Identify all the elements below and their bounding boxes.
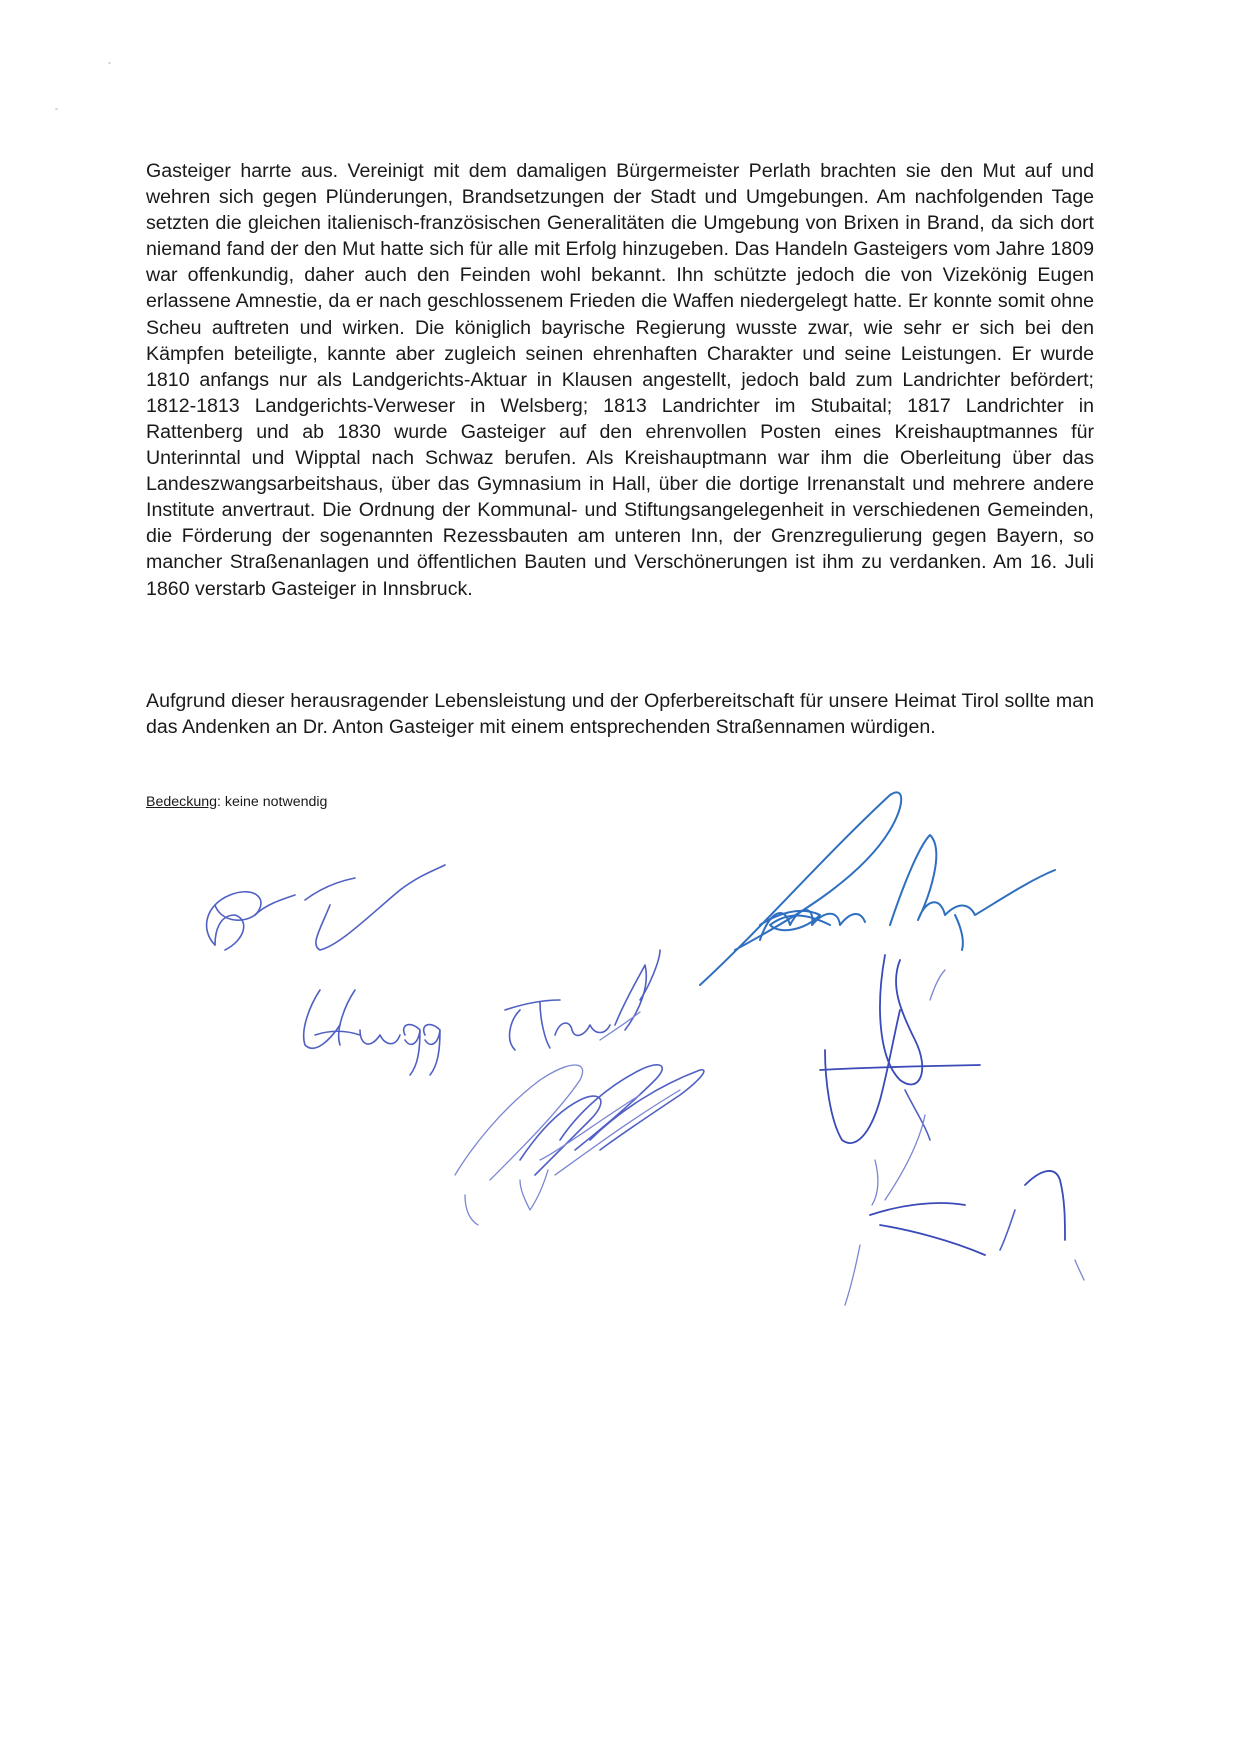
closing-paragraph: Aufgrund dieser herausragender Lebensleistung und der Opferbereitschaft für unsere Heimat Tirol sollte man das Andenken an Dr. Anton Gasteiger mit einem entsprechenden Straßennamen würdigen. — [146, 690, 1094, 739]
signature-5-scribble — [455, 1012, 704, 1225]
body-paragraph: Gasteiger harrte aus. Vereinigt mit dem damaligen Bürgermeister Perlath brachten sie den Mut auf und wehren sich gegen Plünderungen, Brandsetzungen der Stadt und Umgebungen. Am nachfolgenden Tage setzten die gleichen italienisch-französischen Generalitäten die Umgebung von Brixen in Brand, da sich dort niemand fand der den Mut hatte sich für alle mit Erfolg hinzugeben. Das Handeln Gasteigers vom Jahre 1809 war offenkundig, daher auch den Feinden wohl bekannt. Ihn schützte jedoch die von Vizekönig Eugen erlassene Amnestie, da er nach geschlossenem Frieden die Waffen niedergelegt hatte. Er konnte somit ohne Scheu auftreten und wirken. Die königlich bayrische Regierung wusste zwar, wie sehr er sich bei den Kämpfen beteiligte, kannte aber zugleich seinen ehrenhaften Charakter und seine Leistungen. Er wurde 1810 anfangs nur als Landgerichts-Aktuar in Klausen angestellt, jedoch bald zum Landrichter befördert; 1812-1813 Landgerichts-Verweser in Welsberg; 1813 Landrichter im Stubaital; 1817 Landrichter in Rattenberg und ab 1830 wurde Gasteiger auf den ehrenvollen Posten eines Kreishauptmannes für Unterinntal und Wipptal nach Schwaz berufen. Als Kreishauptmann war ihm die Oberleitung über das Landeszwangsarbeitshaus, über das Gymnasium in Hall, über die dortige Irrenanstalt und mehrere andere Institute anvertraut. Die Ordnung der Kommunal- und Stiftungsangelegenheit in verschiedenen Gemeinden, die Förderung der sogenannten Rezessbauten am unteren Inn, der Grenzregulierung gegen Bayern, so mancher Straßenanlagen und öffentlichen Bauten und Verschönerungen ist ihm zu verdanken. Am 16. Juli 1860 verstarb Gasteiger in Innsbruck. — [146, 160, 1094, 600]
coverage-value: keine notwendig — [220, 794, 328, 810]
coverage-separator: : — [217, 794, 221, 810]
signature-6-hof — [820, 955, 980, 1200]
signature-2-ech — [207, 865, 445, 950]
scan-artifact — [108, 62, 111, 64]
signature-3-stragg — [304, 990, 440, 1075]
coverage-note — [146, 793, 327, 811]
signature-7-fu — [845, 1160, 1084, 1305]
signature-1-haselwanter — [700, 792, 1055, 985]
signature-4-traudl — [505, 950, 660, 1050]
scan-artifact — [55, 108, 58, 110]
coverage-label: Bedeckung — [146, 794, 217, 810]
